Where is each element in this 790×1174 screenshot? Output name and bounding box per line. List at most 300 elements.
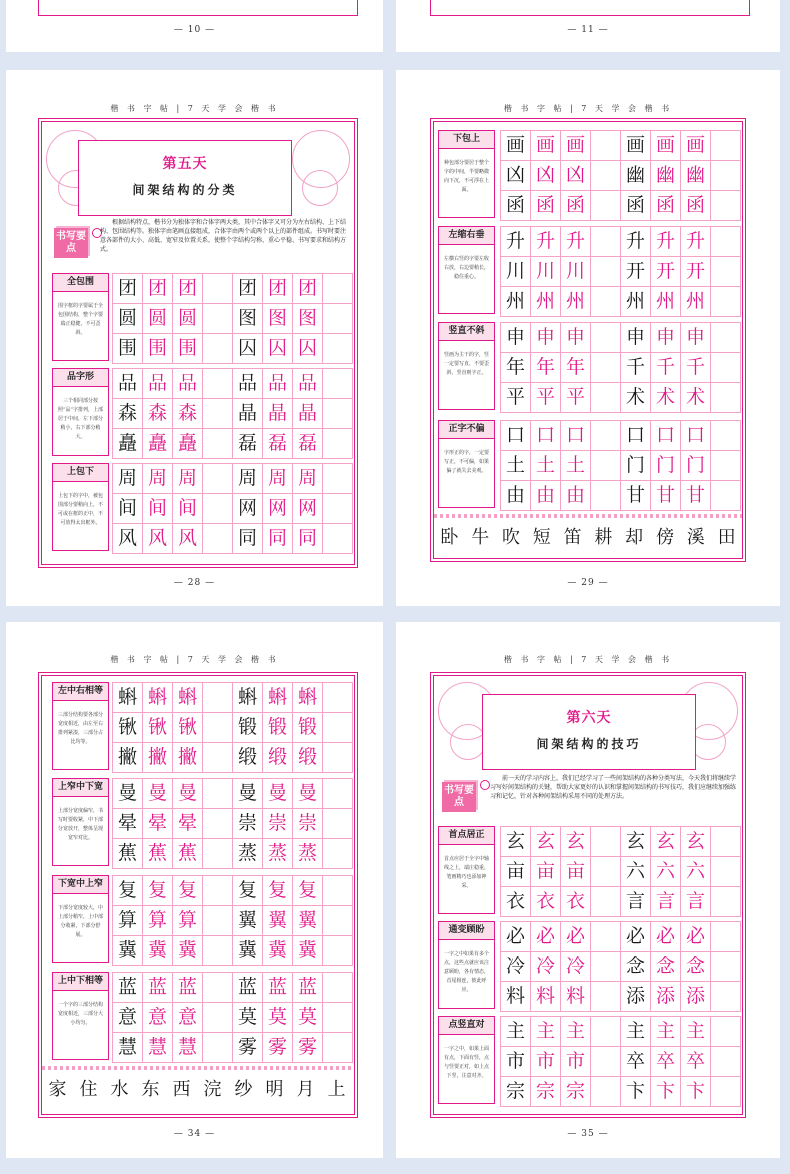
empty-practice-cell (203, 876, 233, 906)
page-34-card (6, 622, 383, 1158)
practice-grid (500, 420, 741, 511)
bottom-character: 溪 (686, 527, 705, 548)
empty-practice-cell (203, 936, 233, 966)
empty-practice-cell (591, 421, 621, 451)
trace-character: 市 (561, 1047, 591, 1077)
page-29-card (396, 70, 780, 606)
empty-practice-cell (591, 383, 621, 413)
section-box (52, 273, 109, 361)
trace-character: 玄 (681, 827, 711, 857)
empty-practice-cell (591, 982, 621, 1012)
empty-practice-cell (591, 481, 621, 511)
decorative-strip (434, 514, 742, 518)
model-character: 升 (621, 227, 651, 257)
section-heading: 品字形 (53, 369, 108, 387)
trace-character: 慧 (173, 1033, 203, 1063)
section-description: 上包下的字中，被包围部分要稍向上，不可或在框的正中，不可放得太出框外。 (57, 493, 103, 526)
empty-practice-cell (591, 191, 621, 221)
model-character: 晶 (233, 399, 263, 429)
trace-character: 州 (531, 287, 561, 317)
empty-practice-cell (591, 827, 621, 857)
model-character: 函 (621, 191, 651, 221)
bottom-practice-row (42, 1074, 352, 1104)
trace-character: 函 (561, 191, 591, 221)
empty-practice-cell (711, 952, 741, 982)
empty-practice-cell (203, 1003, 233, 1033)
empty-practice-cell (203, 713, 233, 743)
trace-character: 术 (651, 383, 681, 413)
model-character: 言 (621, 887, 651, 917)
model-character: 冷 (501, 952, 531, 982)
model-character: 意 (113, 1003, 143, 1033)
trace-character: 术 (681, 383, 711, 413)
section-box (438, 226, 495, 314)
trace-character: 蕉 (143, 839, 173, 869)
empty-practice-cell (591, 161, 621, 191)
empty-practice-cell (323, 973, 353, 1003)
section-box (438, 130, 495, 218)
trace-character: 圆 (173, 304, 203, 334)
trace-character: 市 (531, 1047, 561, 1077)
bottom-character: 吹 (501, 527, 520, 548)
model-character: 周 (233, 464, 263, 494)
empty-practice-cell (323, 906, 353, 936)
model-character: 冀 (233, 936, 263, 966)
trace-character: 锹 (173, 713, 203, 743)
model-character: 年 (501, 353, 531, 383)
trace-character: 蓝 (263, 973, 293, 1003)
model-character: 宗 (501, 1077, 531, 1107)
trace-character: 千 (681, 353, 711, 383)
trace-character: 卞 (681, 1077, 711, 1107)
practice-grid (500, 322, 741, 413)
model-character: 卒 (621, 1047, 651, 1077)
model-character: 撇 (113, 743, 143, 773)
trace-character: 网 (293, 494, 323, 524)
trace-character: 申 (561, 323, 591, 353)
trace-character: 衣 (531, 887, 561, 917)
trace-character: 意 (143, 1003, 173, 1033)
model-character: 甘 (621, 481, 651, 511)
running-header: 楷 书 字 帖 | 7 天 学 会 楷 书 (110, 104, 279, 113)
model-character: 衣 (501, 887, 531, 917)
empty-practice-cell (203, 429, 233, 459)
empty-practice-cell (591, 451, 621, 481)
trace-character: 森 (143, 399, 173, 429)
model-character: 主 (501, 1017, 531, 1047)
model-character: 森 (113, 399, 143, 429)
trace-character: 亩 (561, 857, 591, 887)
bottom-character: 东 (141, 1079, 160, 1100)
empty-practice-cell (711, 257, 741, 287)
section-box (438, 1016, 495, 1104)
section-description: 竖画为主干的字，竖一定要写直，不要歪斜，竖直则字正。 (443, 352, 489, 376)
trace-character: 锹 (143, 713, 173, 743)
section-box (52, 875, 109, 963)
trace-character: 翼 (263, 906, 293, 936)
empty-practice-cell (323, 274, 353, 304)
model-character: 晕 (113, 809, 143, 839)
trace-character: 囚 (263, 334, 293, 364)
practice-grid (112, 368, 353, 459)
model-character: 蝌 (113, 683, 143, 713)
section-description: 三个相同部分按照“品”字排列，上部居于中间，左下部分稍小，右下部分稍大。 (57, 398, 104, 440)
empty-practice-cell (711, 481, 741, 511)
trace-character: 算 (173, 906, 203, 936)
trace-character: 锻 (293, 713, 323, 743)
trace-character: 缎 (263, 743, 293, 773)
trace-character: 崇 (263, 809, 293, 839)
trace-character: 州 (561, 287, 591, 317)
model-character: 磊 (233, 429, 263, 459)
empty-practice-cell (591, 131, 621, 161)
empty-practice-cell (203, 683, 233, 713)
trace-character: 平 (531, 383, 561, 413)
section-heading: 上窄中下宽 (53, 779, 108, 797)
trace-character: 围 (173, 334, 203, 364)
trace-character: 复 (263, 876, 293, 906)
trace-character: 主 (561, 1017, 591, 1047)
trace-character: 函 (651, 191, 681, 221)
empty-practice-cell (323, 683, 353, 713)
trace-character: 升 (561, 227, 591, 257)
trace-character: 风 (143, 524, 173, 554)
trace-character: 冀 (293, 936, 323, 966)
empty-practice-cell (203, 1033, 233, 1063)
trace-character: 卞 (651, 1077, 681, 1107)
trace-character: 磊 (293, 429, 323, 459)
section-heading: 全包围 (53, 274, 108, 292)
bottom-character: 浣 (203, 1079, 222, 1100)
trace-character: 晕 (143, 809, 173, 839)
empty-practice-cell (591, 1017, 621, 1047)
empty-practice-cell (203, 304, 233, 334)
model-character: 卞 (621, 1077, 651, 1107)
trace-character: 卒 (651, 1047, 681, 1077)
model-character: 函 (501, 191, 531, 221)
model-character: 升 (501, 227, 531, 257)
day-title-box (78, 140, 292, 216)
trace-character: 网 (263, 494, 293, 524)
model-character: 州 (621, 287, 651, 317)
bottom-character: 明 (265, 1079, 284, 1100)
section-description: 围字框的字要属于全包围结构，整个字要端正稳健，不可歪斜。 (57, 303, 103, 336)
empty-practice-cell (323, 839, 353, 869)
trace-character: 甘 (651, 481, 681, 511)
section-description: 一个字的三部分结构宽度相近，三部分大小均匀。 (57, 1002, 103, 1026)
model-character: 冀 (113, 936, 143, 966)
bottom-character: 却 (625, 527, 644, 548)
model-character: 间 (113, 494, 143, 524)
bottom-character: 住 (79, 1079, 98, 1100)
trace-character: 缎 (293, 743, 323, 773)
empty-practice-cell (591, 227, 621, 257)
trace-character: 年 (531, 353, 561, 383)
trace-character: 画 (561, 131, 591, 161)
trace-character: 图 (293, 304, 323, 334)
decorative-strip (42, 1066, 354, 1070)
model-character: 土 (501, 451, 531, 481)
trace-character: 开 (651, 257, 681, 287)
trace-character: 甘 (681, 481, 711, 511)
model-character: 画 (501, 131, 531, 161)
model-character: 风 (113, 524, 143, 554)
trace-character: 添 (681, 982, 711, 1012)
trace-character: 晶 (263, 399, 293, 429)
trace-character: 函 (681, 191, 711, 221)
model-character: 术 (621, 383, 651, 413)
trace-character: 主 (681, 1017, 711, 1047)
trace-character: 念 (651, 952, 681, 982)
trace-character: 申 (681, 323, 711, 353)
trace-character: 蝌 (173, 683, 203, 713)
trace-character: 必 (651, 922, 681, 952)
day-subtitle: 间架结构的技巧 (536, 737, 642, 751)
model-character: 品 (233, 369, 263, 399)
bottom-character: 笛 (563, 527, 582, 548)
section-box (438, 322, 495, 410)
trace-character: 料 (531, 982, 561, 1012)
empty-practice-cell (203, 369, 233, 399)
page-10-card (6, 0, 383, 52)
empty-practice-cell (711, 383, 741, 413)
trace-character: 函 (531, 191, 561, 221)
trace-character: 品 (293, 369, 323, 399)
model-character: 蓝 (233, 973, 263, 1003)
practice-grid (112, 682, 353, 773)
empty-practice-cell (711, 857, 741, 887)
empty-practice-cell (203, 464, 233, 494)
model-character: 州 (501, 287, 531, 317)
model-character: 复 (113, 876, 143, 906)
trace-character: 锻 (263, 713, 293, 743)
section-description: 左横右竖的字要左收右放，右边要稍长，稳住重心。 (443, 256, 489, 280)
running-header: 楷 书 字 帖 | 7 天 学 会 楷 书 (503, 655, 673, 664)
trace-character: 开 (681, 257, 711, 287)
section-box (438, 921, 495, 1009)
model-character: 缎 (233, 743, 263, 773)
model-character: 品 (113, 369, 143, 399)
empty-practice-cell (711, 827, 741, 857)
empty-practice-cell (323, 369, 353, 399)
trace-character: 圆 (143, 304, 173, 334)
section-box (438, 826, 495, 914)
day-title: 第六天 (566, 710, 612, 726)
trace-character: 门 (681, 451, 711, 481)
model-character: 曼 (113, 779, 143, 809)
section-box (52, 682, 109, 770)
trace-character: 复 (173, 876, 203, 906)
empty-practice-cell (711, 887, 741, 917)
ornament-left-small (450, 724, 486, 760)
trace-character: 画 (651, 131, 681, 161)
model-character: 网 (233, 494, 263, 524)
trace-character: 蝌 (263, 683, 293, 713)
bottom-character: 上 (327, 1079, 346, 1100)
trace-character: 必 (531, 922, 561, 952)
writing-points-badge: 书写要点 (442, 782, 476, 812)
section-box (438, 420, 495, 508)
model-character: 川 (501, 257, 531, 287)
ornament-right-small (302, 170, 338, 206)
section-heading: 点竖直对 (439, 1017, 494, 1035)
page-10-frame (38, 0, 358, 16)
model-character: 莫 (233, 1003, 263, 1033)
model-character: 周 (113, 464, 143, 494)
bottom-character: 耕 (594, 527, 613, 548)
trace-character: 卒 (681, 1047, 711, 1077)
model-character: 团 (233, 274, 263, 304)
trace-character: 冀 (143, 936, 173, 966)
model-character: 念 (621, 952, 651, 982)
trace-character: 莫 (293, 1003, 323, 1033)
model-character: 蓝 (113, 973, 143, 1003)
trace-character: 必 (681, 922, 711, 952)
section-description: 首点应居于全字中轴线之上，端庄稳重，笔画精巧也添加神采。 (443, 856, 489, 889)
trace-character: 平 (561, 383, 591, 413)
trace-character: 慧 (143, 1033, 173, 1063)
empty-practice-cell (711, 353, 741, 383)
trace-character: 品 (173, 369, 203, 399)
trace-character: 蓝 (143, 973, 173, 1003)
trace-character: 品 (263, 369, 293, 399)
trace-character: 曼 (293, 779, 323, 809)
trace-character: 晕 (173, 809, 203, 839)
page-28-card (6, 70, 383, 606)
empty-practice-cell (323, 743, 353, 773)
model-character: 囚 (233, 334, 263, 364)
section-heading: 下包上 (439, 131, 494, 149)
intro-paragraph: 前一天的学习内容上，我们已经学习了一些间架结构的各种分类写法，今天我们将继续学习写好间架结构的关键，帮助大家更好的认识和掌握间架结构的书写技巧，我们应继续加强练习和记忆，针对各种间架结构采用不同的处理方法。 (490, 775, 737, 800)
trace-character: 磊 (263, 429, 293, 459)
model-character: 凶 (501, 161, 531, 191)
model-character: 矗 (113, 429, 143, 459)
trace-character: 言 (651, 887, 681, 917)
section-heading: 左缩右垂 (439, 227, 494, 245)
empty-practice-cell (711, 161, 741, 191)
page-number-10: — 10 — (173, 25, 216, 35)
empty-practice-cell (323, 809, 353, 839)
trace-character: 门 (651, 451, 681, 481)
section-description: 一字之中，如果上面有点，下面有竖，点与竖要正对，如上点下竖，注意对齐。 (443, 1046, 489, 1079)
trace-character: 土 (561, 451, 591, 481)
empty-practice-cell (323, 334, 353, 364)
trace-character: 主 (651, 1017, 681, 1047)
model-character: 开 (621, 257, 651, 287)
trace-character: 升 (651, 227, 681, 257)
empty-practice-cell (203, 743, 233, 773)
trace-character: 川 (531, 257, 561, 287)
empty-practice-cell (711, 1047, 741, 1077)
trace-character: 添 (651, 982, 681, 1012)
trace-character: 图 (263, 304, 293, 334)
trace-character: 由 (561, 481, 591, 511)
intro-paragraph: 根据结构特点，楷书分为独体字和合体字两大类，其中合体字又可分为左右结构、上下结构、包围结构等。独体字由笔画直接组成，合体字由两个或两个以上的部件组成。书写时要注意各部件的大小、高低、宽窄及位置关系，使整个字结构匀称、重心平稳、书写要求和结构方式。 (100, 219, 347, 253)
bottom-character: 短 (532, 527, 551, 548)
trace-character: 念 (681, 952, 711, 982)
empty-practice-cell (591, 887, 621, 917)
trace-character: 算 (143, 906, 173, 936)
trace-character: 矗 (143, 429, 173, 459)
day-title-box (482, 694, 696, 770)
bottom-character: 家 (48, 1079, 67, 1100)
empty-practice-cell (323, 399, 353, 429)
model-character: 翼 (233, 906, 263, 936)
section-description: 种包部分要居于整个字的中间，半要略微向下沉，不可浮在上面。 (443, 160, 489, 193)
section-description: 字形正的字，一定要写正，不可偏，如果偏了就失去美观。 (443, 450, 489, 474)
model-character: 添 (621, 982, 651, 1012)
trace-character: 玄 (531, 827, 561, 857)
trace-character: 必 (561, 922, 591, 952)
empty-practice-cell (203, 524, 233, 554)
practice-grid (500, 1016, 741, 1107)
empty-practice-cell (203, 334, 233, 364)
trace-character: 幽 (651, 161, 681, 191)
model-character: 幽 (621, 161, 651, 191)
trace-character: 玄 (651, 827, 681, 857)
trace-character: 撇 (143, 743, 173, 773)
trace-character: 升 (681, 227, 711, 257)
trace-character: 团 (143, 274, 173, 304)
model-character: 蝌 (233, 683, 263, 713)
trace-character: 幽 (681, 161, 711, 191)
empty-practice-cell (591, 323, 621, 353)
trace-character: 冷 (561, 952, 591, 982)
empty-practice-cell (591, 257, 621, 287)
empty-practice-cell (711, 131, 741, 161)
trace-character: 周 (173, 464, 203, 494)
model-character: 申 (621, 323, 651, 353)
empty-practice-cell (711, 227, 741, 257)
bottom-character: 田 (717, 527, 736, 548)
empty-practice-cell (711, 451, 741, 481)
bottom-practice-row (434, 522, 742, 552)
section-heading: 竖直不斜 (439, 323, 494, 341)
model-character: 口 (501, 421, 531, 451)
empty-practice-cell (323, 494, 353, 524)
empty-practice-cell (203, 779, 233, 809)
model-character: 料 (501, 982, 531, 1012)
page-number-28: — 28 — (173, 578, 216, 588)
trace-character: 冀 (173, 936, 203, 966)
empty-practice-cell (591, 287, 621, 317)
empty-practice-cell (591, 1077, 621, 1107)
model-character: 口 (621, 421, 651, 451)
trace-character: 口 (651, 421, 681, 451)
trace-character: 衣 (561, 887, 591, 917)
model-character: 亩 (501, 857, 531, 887)
trace-character: 州 (651, 287, 681, 317)
trace-character: 蒸 (263, 839, 293, 869)
empty-practice-cell (323, 779, 353, 809)
empty-practice-cell (711, 323, 741, 353)
model-character: 申 (501, 323, 531, 353)
practice-grid (500, 130, 741, 221)
trace-character: 宗 (561, 1077, 591, 1107)
trace-character: 言 (681, 887, 711, 917)
trace-character: 主 (531, 1017, 561, 1047)
practice-grid (500, 226, 741, 317)
day-subtitle: 间架结构的分类 (132, 183, 238, 197)
trace-character: 周 (143, 464, 173, 494)
empty-practice-cell (203, 399, 233, 429)
model-character: 主 (621, 1017, 651, 1047)
trace-character: 意 (173, 1003, 203, 1033)
trace-character: 画 (531, 131, 561, 161)
empty-practice-cell (591, 1047, 621, 1077)
empty-practice-cell (711, 191, 741, 221)
empty-practice-cell (323, 464, 353, 494)
